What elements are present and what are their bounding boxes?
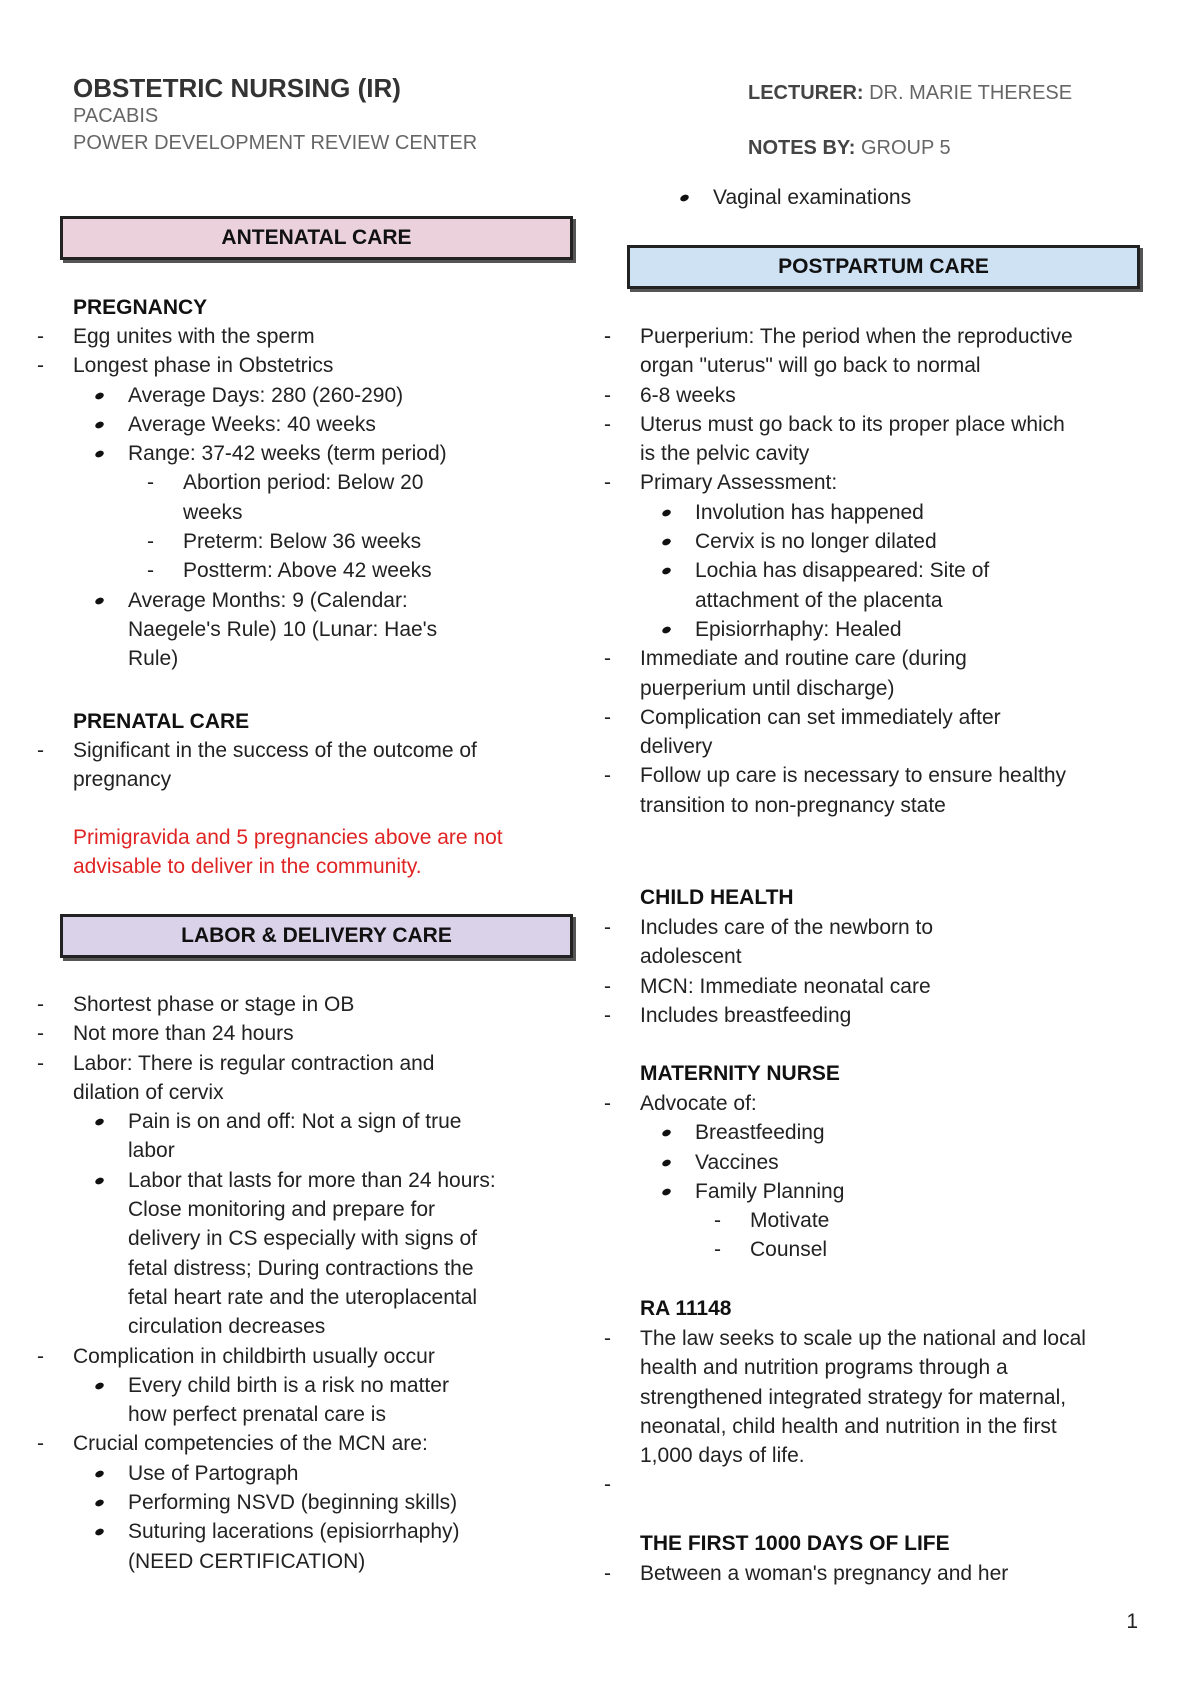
list-item: - Complication can set immediately after delivery xyxy=(567,703,1060,762)
list-item: Episiorrhaphy: Healed xyxy=(567,615,1140,644)
list-item: - Counsel xyxy=(567,1235,1140,1264)
lecturer-label: LECTURER: xyxy=(748,82,864,104)
list-item: Labor that lasts for more than 24 hours: Close monitoring and prepare for delivery in CS especially with signs of fetal distress; During contractions the fetal heart rate and the uteroplacental circulation decreases xyxy=(0,1166,498,1342)
labor-delivery-care-title: LABOR & DELIVERY CARE xyxy=(181,924,452,947)
list-item: - Between a woman's pregnancy and her xyxy=(567,1559,1140,1588)
list-item: - Abortion period: Below 20 weeks xyxy=(0,468,463,527)
prenatal-care-heading: PRENATAL CARE xyxy=(73,710,250,733)
list-item: - Follow up care is necessary to ensure healthy transition to non-pregnancy state xyxy=(567,761,1090,820)
list-item: Vaccines xyxy=(567,1148,1140,1177)
list-item: Pain is on and off: Not a sign of true labor xyxy=(0,1107,498,1166)
maternity-nurse-list xyxy=(640,1089,1140,1265)
document-title: OBSTETRIC NURSING (IR) xyxy=(73,73,401,103)
pregnancy-list xyxy=(73,322,573,674)
list-item: - Longest phase in Obstetrics xyxy=(0,351,573,380)
list-item: - The law seeks to scale up the national and local health and nutrition programs through a strengthened integrated strategy for maternal, neonatal, child health and nutrition in the first 1,000 days of life. xyxy=(567,1324,1090,1470)
list-item: - 6-8 weeks xyxy=(567,381,1140,410)
list-item: - Egg unites with the sperm xyxy=(0,322,573,351)
list-item: - Not more than 24 hours xyxy=(0,1019,580,1048)
list-item: Vaginal examinations xyxy=(585,183,1145,212)
list-item: Lochia has disappeared: Site of attachment of the placenta xyxy=(567,556,1075,615)
list-item: - Motivate xyxy=(567,1206,1140,1235)
list-item xyxy=(567,1470,1140,1499)
antenatal-care-box xyxy=(60,216,573,260)
list-item: Family Planning xyxy=(567,1177,1140,1206)
list-item: - Significant in the success of the outcome of pregnancy xyxy=(0,736,493,795)
list-item: - Primary Assessment: xyxy=(567,468,1140,497)
list-item: Breastfeeding xyxy=(567,1118,1140,1147)
list-item: Use of Partograph xyxy=(0,1459,580,1488)
notes-value: GROUP 5 xyxy=(860,137,951,159)
list-item: - Includes breastfeeding xyxy=(567,1001,1140,1030)
list-item: - Labor: There is regular contraction and dilation of cervix xyxy=(0,1049,493,1108)
header-line-3: POWER DEVELOPMENT REVIEW CENTER xyxy=(73,132,478,154)
child-health-list xyxy=(640,913,1140,1030)
document-header xyxy=(73,74,477,157)
first-1000-days-list xyxy=(640,1559,1140,1588)
list-item: Average Months: 9 (Calendar: Naegele's Rule) 10 (Lunar: Hae's Rule) xyxy=(0,586,478,674)
page-number: 1 xyxy=(1126,1610,1138,1633)
ra-11148-list xyxy=(640,1324,1140,1500)
list-item: - Advocate of: xyxy=(567,1089,1140,1118)
list-item: - Shortest phase or stage in OB xyxy=(0,990,580,1019)
vaginal-exam-list xyxy=(585,183,1145,212)
notes-label: NOTES BY: xyxy=(748,137,856,159)
prenatal-list xyxy=(0,736,560,795)
ra-11148-heading: RA 11148 xyxy=(640,1297,732,1320)
list-item: - Uterus must go back to its proper place which is the pelvic cavity xyxy=(567,410,1080,469)
header-line-2: PACABIS xyxy=(73,105,159,127)
maternity-nurse-heading: MATERNITY NURSE xyxy=(640,1062,840,1085)
labor-delivery-care-box xyxy=(60,914,573,958)
antenatal-care-title: ANTENATAL CARE xyxy=(221,226,412,249)
notes-line xyxy=(748,134,951,162)
list-item: Involution has happened xyxy=(567,498,1140,527)
list-item: Range: 37-42 weeks (term period) xyxy=(0,439,573,468)
list-item: - Puerperium: The period when the reproductive organ "uterus" will go back to normal xyxy=(567,322,1110,381)
list-item: - Crucial competencies of the MCN are: xyxy=(0,1429,580,1458)
list-item: - Complication in childbirth usually occur xyxy=(0,1342,580,1371)
list-item: Every child birth is a risk no matter how perfect prenatal care is xyxy=(0,1371,488,1430)
lecturer-value: DR. MARIE THERESE xyxy=(869,82,1073,104)
first-1000-days-heading: THE FIRST 1000 DAYS OF LIFE xyxy=(640,1532,950,1555)
list-item: - Immediate and routine care (during puerperium until discharge) xyxy=(567,644,1060,703)
red-note: Primigravida and 5 pregnancies above are not advisable to deliver in the community. xyxy=(73,826,503,879)
list-item: Cervix is no longer dilated xyxy=(567,527,1140,556)
postpartum-care-box xyxy=(627,245,1140,289)
list-item: Average Weeks: 40 weeks xyxy=(0,410,573,439)
labor-list xyxy=(0,990,580,1576)
list-item: Performing NSVD (beginning skills) xyxy=(0,1488,580,1517)
pregnancy-heading: PREGNANCY xyxy=(73,296,208,319)
lecturer-line xyxy=(748,79,1072,107)
list-item: - Includes care of the newborn to adolescent xyxy=(567,913,1040,972)
list-item: Suturing lacerations (episiorrhaphy) (NEED CERTIFICATION) xyxy=(0,1517,498,1576)
list-item: - MCN: Immediate neonatal care xyxy=(567,972,1140,1001)
postpartum-list-items xyxy=(640,322,1140,820)
postpartum-care-title: POSTPARTUM CARE xyxy=(778,255,989,278)
list-item: - Preterm: Below 36 weeks xyxy=(0,527,573,556)
list-item: Average Days: 280 (260-290) xyxy=(0,381,573,410)
list-item: - Postterm: Above 42 weeks xyxy=(0,556,573,585)
child-health-heading: CHILD HEALTH xyxy=(640,886,794,909)
